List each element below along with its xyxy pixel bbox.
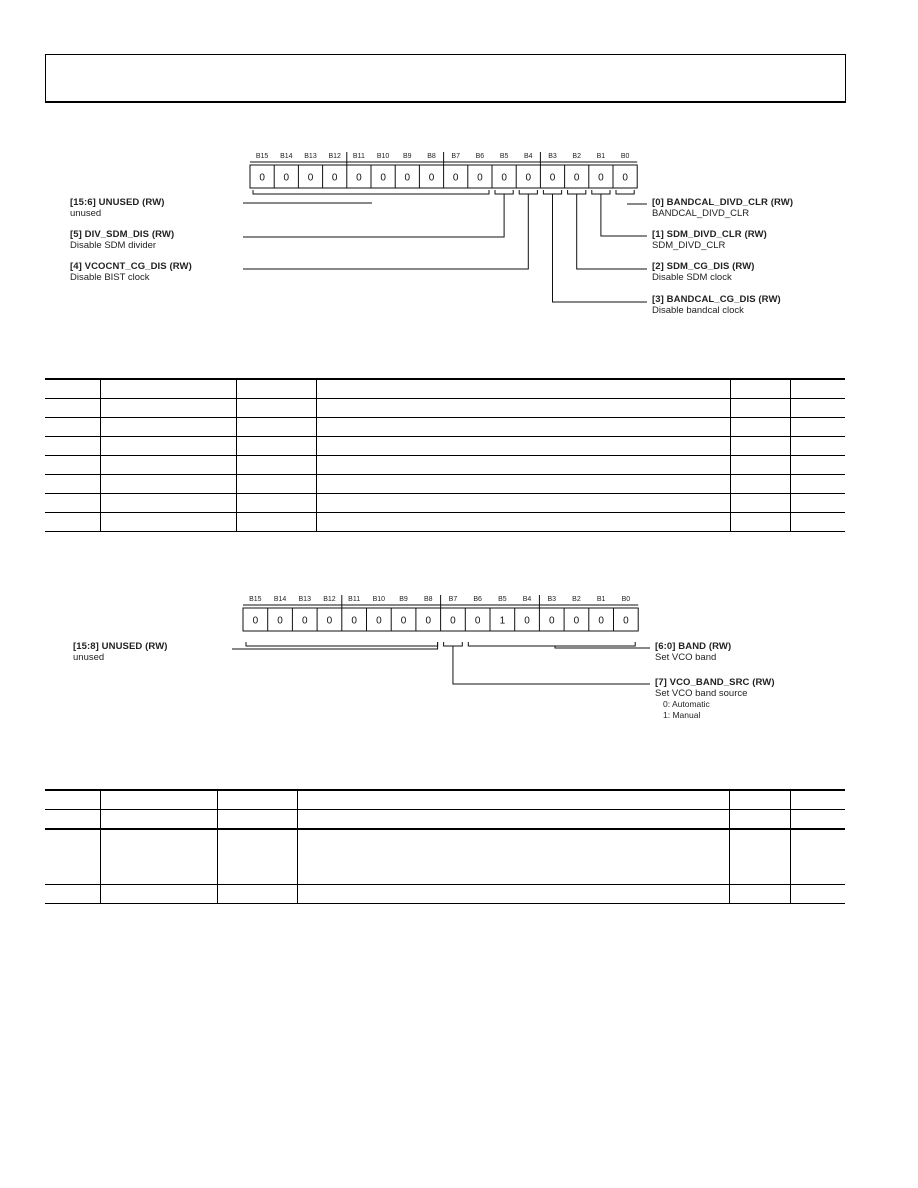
bit-value: 0 (277, 615, 283, 627)
option-manual: 1: Manual (663, 710, 701, 720)
bit-number: B1 (596, 596, 606, 603)
register2-bit-table (45, 789, 845, 904)
field-bracket (468, 642, 635, 646)
bit-value: 0 (548, 615, 555, 627)
bit-number: B1 (596, 153, 606, 160)
bit-value: 0 (428, 172, 435, 184)
bit-number: B0 (620, 153, 630, 160)
bit-value: 0 (549, 172, 556, 184)
bit-value: 1 (499, 615, 506, 627)
bit-value: 0 (307, 172, 314, 184)
bit-number: B11 (348, 596, 361, 603)
option-automatic: 0: Automatic (663, 699, 710, 709)
bit-number: B5 (499, 153, 509, 160)
reg2-field-vco-band-src: [7] VCO_BAND_SRC (RW) Set VCO band source 0: Automatic 1: Manual (655, 677, 775, 720)
bit-value: 0 (301, 615, 308, 627)
bit-number: B3 (548, 153, 557, 160)
field-bracket (246, 642, 438, 646)
bit-number: B15 (249, 596, 262, 603)
bit-value: 0 (351, 615, 357, 627)
bit-value: 0 (259, 172, 265, 184)
reg2-field-band: [6:0] BAND (RW) Set VCO band (655, 641, 732, 663)
bit-value: 0 (450, 615, 456, 627)
bit-number: B10 (376, 153, 390, 160)
bit-value: 0 (326, 615, 333, 627)
bit-number: B7 (451, 153, 460, 160)
table-row (45, 810, 845, 830)
bit-number: B12 (323, 596, 336, 603)
bit-number: B10 (372, 596, 386, 603)
bit-value: 0 (598, 172, 604, 184)
reg1-field-vcocnt-cg-dis: [4] VCOCNT_CG_DIS (RW) Disable BIST clock (70, 261, 192, 283)
bit-number: B4 (524, 153, 533, 160)
bit-value: 0 (598, 615, 604, 627)
bit-number: B6 (473, 596, 482, 603)
bit-number: B15 (255, 153, 269, 160)
bit-number: B2 (572, 596, 581, 603)
bit-value: 0 (380, 172, 386, 184)
bit-number: B5 (498, 596, 507, 603)
bit-number: B11 (352, 153, 365, 160)
bit-number: B13 (298, 596, 311, 603)
bit-value: 0 (623, 615, 629, 627)
bit-number: B9 (399, 596, 408, 603)
bit-number: B3 (547, 596, 557, 603)
bit-value: 0 (452, 172, 459, 184)
bit-value: 0 (331, 172, 338, 184)
bit-value: 0 (474, 615, 481, 627)
bit-number: B13 (304, 153, 317, 160)
bit-value: 0 (283, 172, 290, 184)
bit-value: 0 (356, 172, 362, 184)
bit-number: B9 (403, 153, 412, 160)
reg1-field-unused: [15:6] UNUSED (RW) unused (70, 197, 165, 219)
reg1-field-bandcal-divd-clr: [0] BANDCAL_DIVD_CLR (RW) BANDCAL_DIVD_CLR (652, 197, 794, 219)
table-row (45, 790, 845, 810)
bit-value: 0 (524, 615, 530, 627)
leader-line-vco-band-src (453, 646, 650, 684)
bit-value: 0 (425, 615, 432, 627)
reg1-field-sdm-cg-dis: [2] SDM_CG_DIS (RW) Disable SDM clock (652, 261, 755, 283)
bit-number: B12 (328, 153, 341, 160)
reg1-field-bandcal-cg-dis: [3] BANDCAL_CG_DIS (RW) Disable bandcal clock (652, 294, 781, 316)
bit-value: 0 (573, 172, 580, 184)
bit-number: B0 (621, 596, 631, 603)
bit-value: 0 (252, 615, 259, 627)
bit-number: B8 (427, 153, 436, 160)
bit-number: B4 (522, 596, 532, 603)
bit-value: 0 (376, 615, 382, 627)
bit-value: 0 (622, 172, 628, 184)
bit-value: 0 (525, 172, 532, 184)
bit-number: B6 (475, 153, 485, 160)
reg1-field-sdm-divd-clr: [1] SDM_DIVD_CLR (RW) SDM_DIVD_CLR (652, 229, 767, 251)
reg2-field-unused: [15:8] UNUSED (RW) unused (73, 641, 168, 663)
bit-number: B7 (448, 596, 458, 603)
bit-value: 0 (404, 172, 411, 184)
bit-number: B14 (280, 153, 293, 160)
bit-value: 0 (573, 615, 580, 627)
reg1-field-div-sdm-dis: [5] DIV_SDM_DIS (RW) Disable SDM divider (70, 229, 175, 251)
bit-value: 0 (400, 615, 407, 627)
bit-number: B14 (273, 596, 287, 603)
table-row (45, 829, 845, 885)
bit-value: 0 (501, 172, 507, 184)
table-row (45, 885, 845, 904)
bit-number: B2 (572, 153, 581, 160)
bit-number: B8 (423, 596, 433, 603)
bit-value: 0 (477, 172, 483, 184)
field-bracket (444, 642, 463, 646)
